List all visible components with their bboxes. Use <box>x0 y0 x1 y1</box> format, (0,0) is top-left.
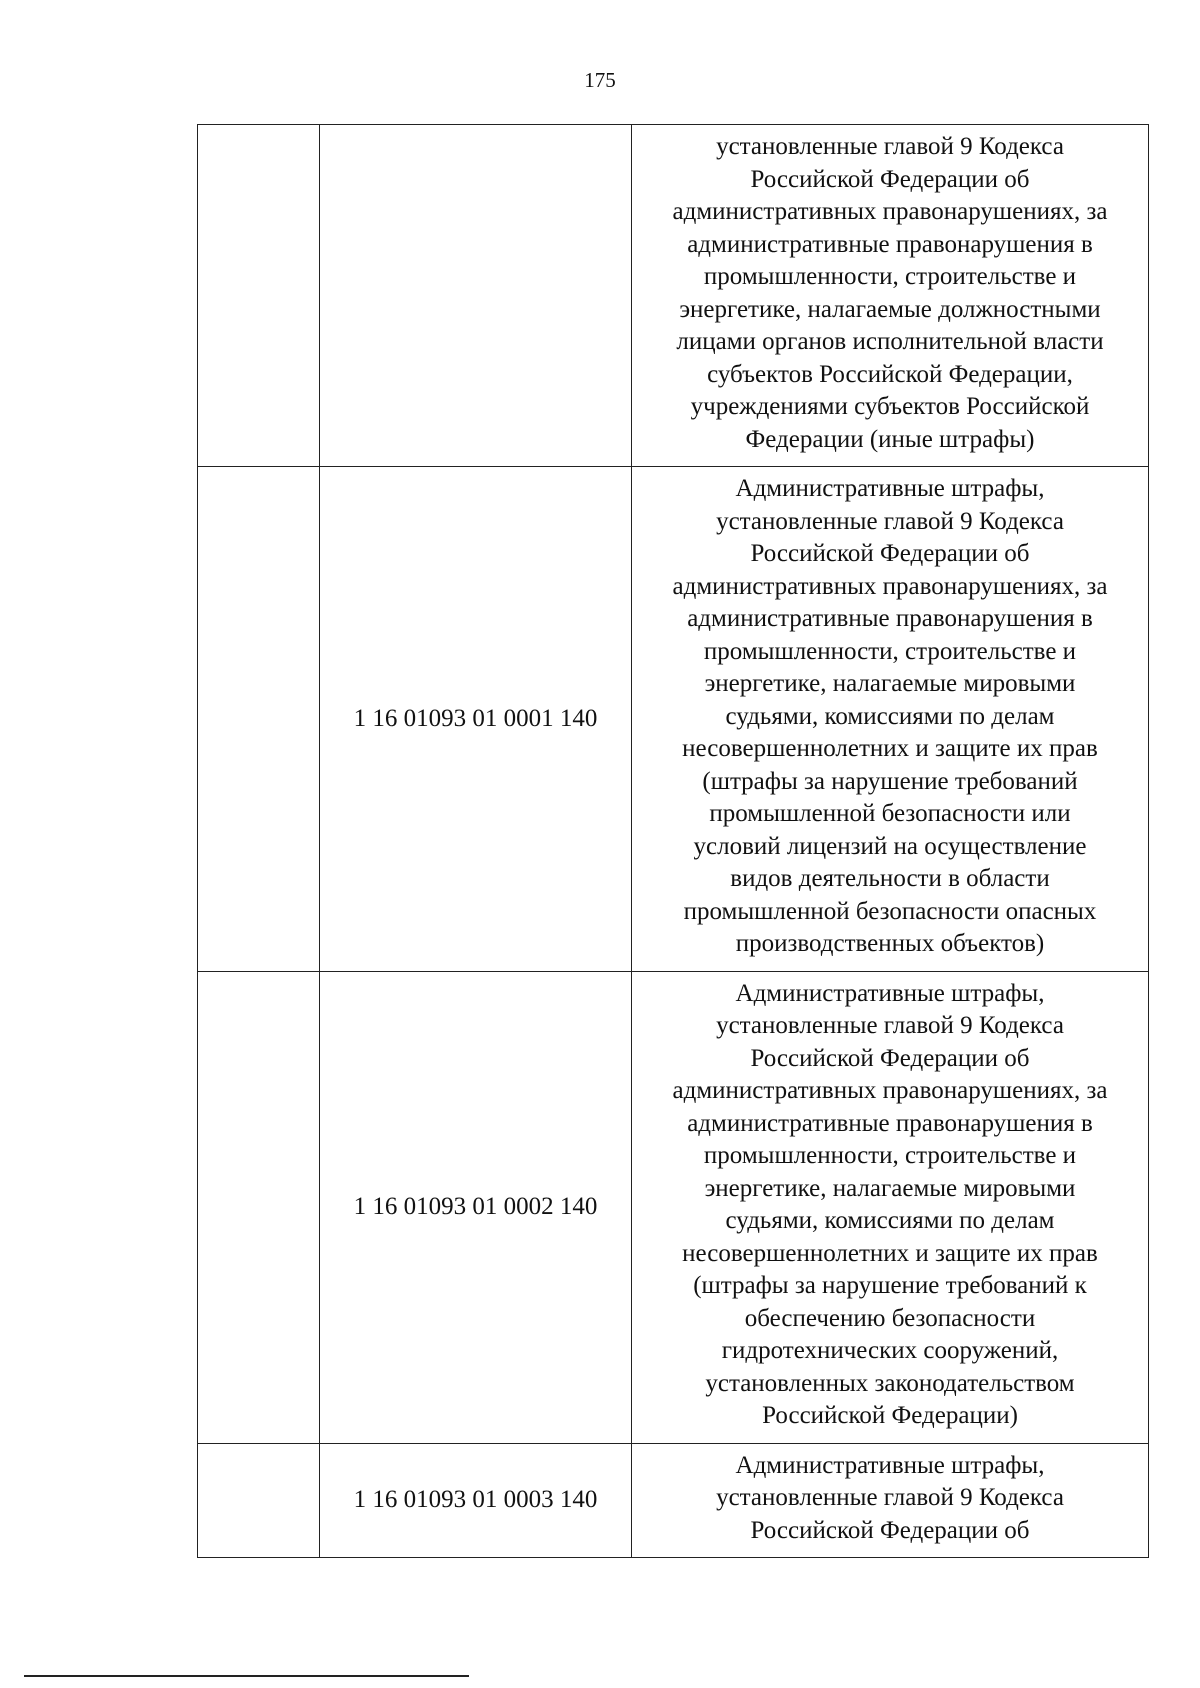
budget-code-cell: 1 16 01093 01 0002 140 <box>320 971 632 1443</box>
description-text: Административные штрафы, установленные главой 9 Кодекса Российской Федерации об административных правонарушениях, за административные правонарушения в промышленности, строительстве и энергетике, налагаемые мировыми судьями, комиссиями по делам несовершеннолетних и защите их прав (штрафы за нарушение требований промышленной безопасности или условий лицензий на осуществление видов деятельности в области промышленной безопасности опасных производственных объектов) <box>672 475 1108 957</box>
budget-codes-table <box>197 124 1149 1558</box>
description-text: установленные главой 9 Кодекса Российской Федерации об административных правонарушениях, за административные правонарушения в промышленности, строительстве и энергетике, налагаемые должностными лицами органов исполнительной власти субъектов Российской Федерации, учреждениями субъектов Российской Федерации (иные штрафы) <box>672 133 1108 453</box>
budget-code-cell <box>320 125 632 467</box>
table-row <box>198 1443 1149 1558</box>
description-text: Административные штрафы, установленные главой 9 Кодекса Российской Федерации об административных правонарушениях, за административные правонарушения в промышленности, строительстве и энергетике, налагаемые мировыми судьями, комиссиями по делам несовершеннолетних и защите их прав (штрафы за нарушение требований к обеспечению безопасности гидротехнических сооружений, установленных законодательством Российской Федерации) <box>672 979 1108 1429</box>
footnote-separator-line <box>24 1675 469 1677</box>
budget-code-cell: 1 16 01093 01 0003 140 <box>320 1443 632 1558</box>
description-cell <box>632 467 1149 972</box>
description-text: Административные штрафы, установленные главой 9 Кодекса Российской Федерации об <box>716 1451 1064 1544</box>
table-row <box>198 971 1149 1443</box>
description-cell <box>632 971 1149 1443</box>
row-number-cell <box>198 125 320 467</box>
description-cell <box>632 1443 1149 1558</box>
description-cell <box>632 125 1149 467</box>
table-row <box>198 125 1149 467</box>
row-number-cell <box>198 1443 320 1558</box>
page-number: 175 <box>584 68 616 92</box>
budget-code-cell: 1 16 01093 01 0001 140 <box>320 467 632 972</box>
row-number-cell <box>198 971 320 1443</box>
row-number-cell <box>198 467 320 972</box>
table-row <box>198 467 1149 972</box>
